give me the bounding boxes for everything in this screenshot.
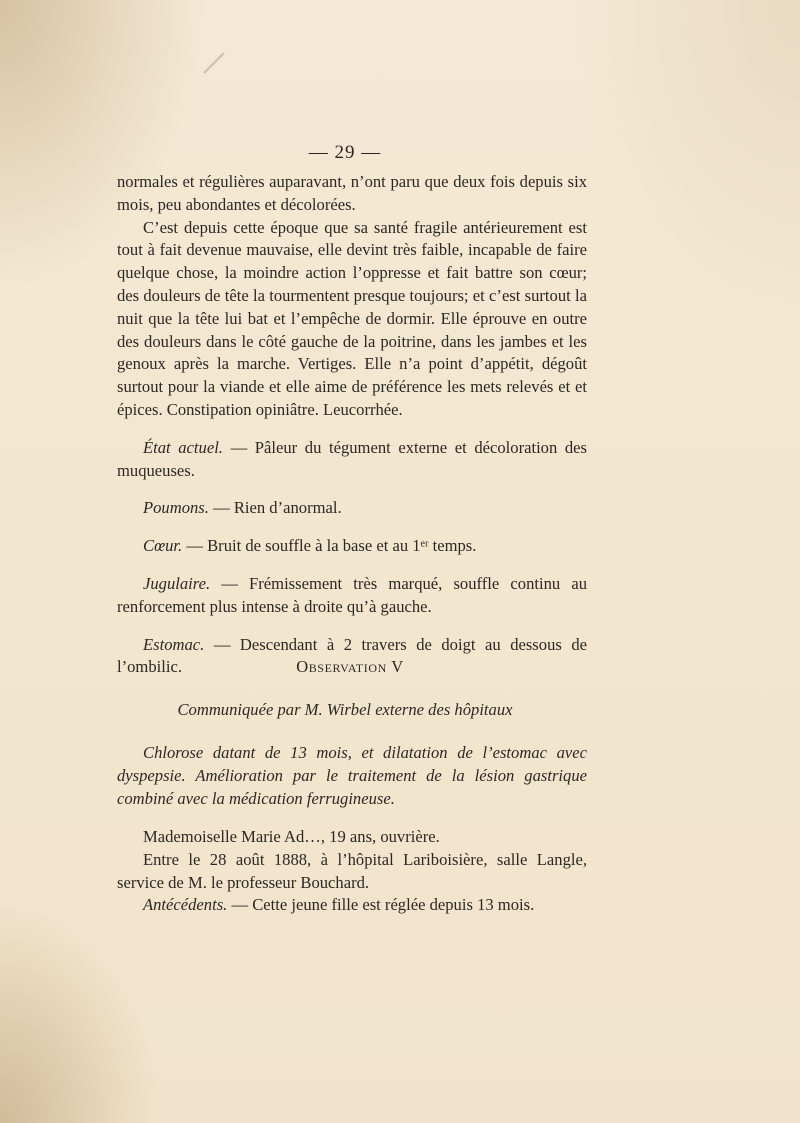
estomac-text: — Descendant à 2 travers de doigt au dessous de l’ombilic. (117, 634, 587, 677)
poumons-text: — Rien d’anormal. (208, 498, 342, 518)
case-admission: Entre le 28 août 1888, à l’hôpital Lariboisière, salle Langle, service de M. le professeur Bouchard. (117, 849, 587, 892)
antecedents-label: Antécédents. (143, 895, 228, 915)
estomac-label: Estomac. (143, 634, 205, 654)
antecedents-text: — Cette jeune fille est réglée depuis 13 mois. (227, 895, 535, 915)
main-text (117, 171, 587, 679)
case-antecedents (117, 894, 587, 917)
case-patient: Mademoiselle Marie Ad…, 19 ans, ouvrière. (143, 827, 440, 846)
poumons-label: Poumons. (143, 498, 209, 518)
paragraph-poumons (117, 497, 587, 520)
paragraph-history: C’est depuis cette époque que sa santé fragile antérieurement est tout à fait devenue mauvaise, elle devint très faible, incapable de faire quelque chose, la moindre action l’oppresse et fait battre son cœur; des douleurs de tête la tourmentent presque toujours; et c’est surtout la nuit que la tête lui bat et l’empêche de dormir. Elle éprouve en outre des douleurs dans le côté gauche de la poitrine, dans les jambes et les genoux après la marche. Vertiges. Elle n’a point d’appétit, dégoût surtout pour la viande et elle aime de préférence les mets relevés et et épices. Constipation opiniâtre. Leucorrhée. (117, 217, 587, 419)
paragraph-continuation: normales et régulières auparavant, n’ont paru que deux fois depuis six mois, peu abondantes et décolorées. (117, 172, 587, 214)
coeur-label: Cœur. (143, 536, 183, 556)
paragraph-etat-actuel (117, 437, 587, 483)
paragraph-coeur (117, 535, 587, 558)
jugulaire-label: Jugulaire. (143, 573, 211, 593)
observation-communicated: Communiquée par M. Wirbel externe des hôpitaux (177, 700, 513, 719)
coeur-text: — Bruit de souffle à la base et au 1ᵉʳ temps. (182, 536, 477, 556)
summary-text: Chlorose datant de 13 mois, et dilatation de l’estomac avec dyspepsie. Amélioration par le traitement de la lésion gastrique combiné avec la médication ferrugineuse. (117, 743, 587, 808)
etat-label: État actuel. (143, 437, 223, 457)
observation-title: Observation V (296, 657, 404, 676)
jugulaire-text: — Frémissement très marqué, souffle continu au renforcement plus intense à droite qu’à gauche. (117, 573, 587, 616)
stray-mark (203, 52, 224, 73)
case-text (117, 826, 587, 917)
observation-summary (117, 742, 587, 810)
etat-text: — Pâleur du tégument externe et décoloration des muqueuses. (117, 437, 588, 480)
paragraph-jugulaire (117, 573, 587, 619)
page-number: — 29 — (308, 142, 382, 163)
